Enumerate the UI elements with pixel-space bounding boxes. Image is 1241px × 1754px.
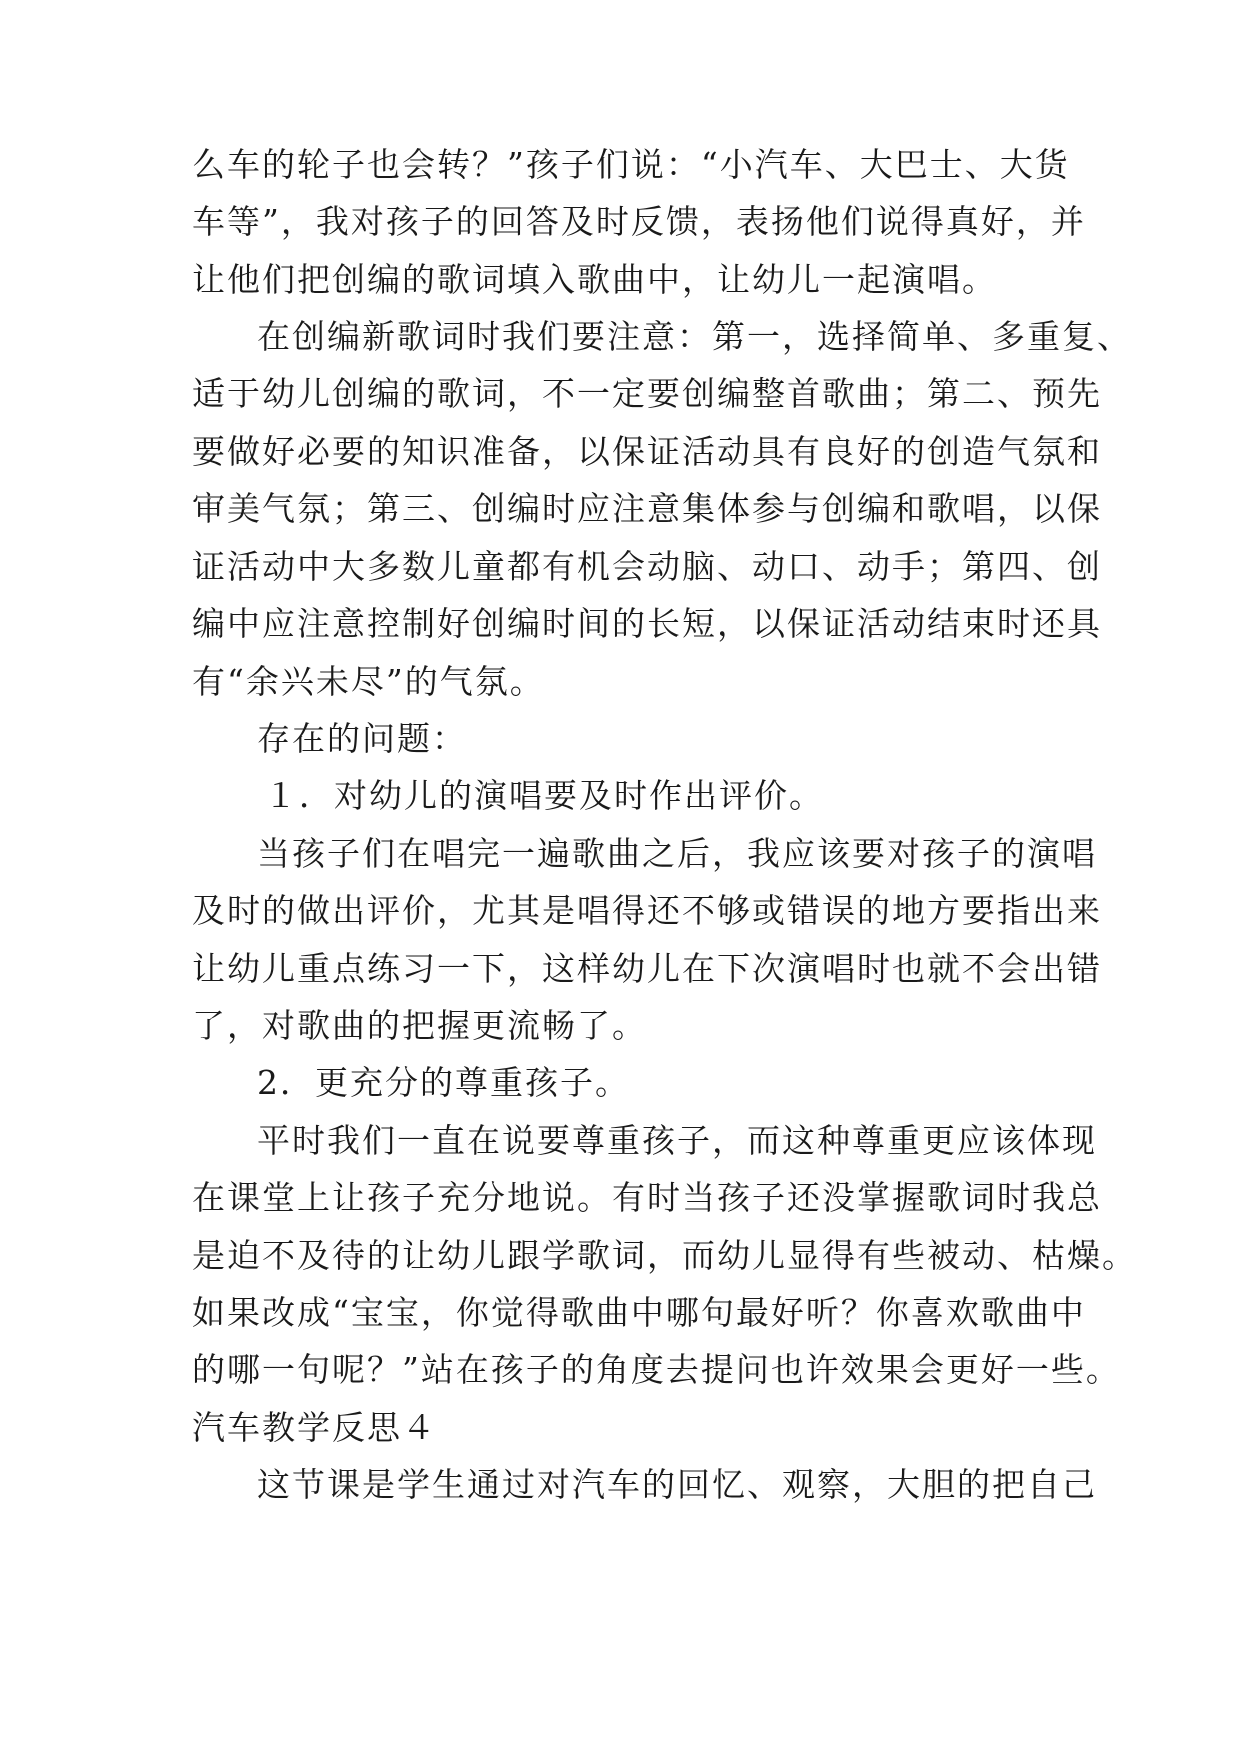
body-line: 及时的做出评价，尤其是唱得还不够或错误的地方要指出来 [192, 891, 1102, 930]
body-line: 要做好必要的知识准备，以保证活动具有良好的创造气氛和 [192, 432, 1102, 471]
body-line: 让他们把创编的歌词填入歌曲中，让幼儿一起演唱。 [192, 260, 997, 299]
paragraph-first-line: 当孩子们在唱完一遍歌曲之后，我应该要对孩子的演唱 [257, 834, 1097, 873]
body-line: 是迫不及待的让幼儿跟学歌词，而幼儿显得有些被动、枯燥。 [192, 1236, 1137, 1275]
list-item-heading: １．对幼儿的演唱要及时作出评价。 [264, 776, 824, 815]
body-line: 适于幼儿创编的歌词，不一定要创编整首歌曲；第二、预先 [192, 374, 1102, 413]
body-line: 么车的轮子也会转？”孩子们说：“小汽车、大巴士、大货 [192, 145, 1070, 184]
body-line: 审美气氛；第三、创编时应注意集体参与创编和歌唱，以保 [192, 489, 1102, 528]
body-line: 车等”，我对孩子的回答及时反馈，表扬他们说得真好，并 [192, 202, 1086, 241]
body-line: 在课堂上让孩子充分地说。有时当孩子还没掌握歌词时我总 [192, 1178, 1102, 1217]
section-heading: 存在的问题： [257, 719, 467, 758]
body-line: 有“余兴未尽”的气氛。 [192, 662, 545, 701]
paragraph-first-line: 平时我们一直在说要尊重孩子，而这种尊重更应该体现 [257, 1121, 1097, 1160]
body-line: 让幼儿重点练习一下，这样幼儿在下次演唱时也就不会出错 [192, 949, 1102, 988]
body-line: 编中应注意控制好创编时间的长短，以保证活动结束时还具 [192, 604, 1102, 643]
list-item-heading: 2．更充分的尊重孩子。 [257, 1063, 630, 1102]
body-line: 了，对歌曲的把握更流畅了。 [192, 1006, 647, 1045]
body-line: 证活动中大多数儿童都有机会动脑、动口、动手；第四、创 [192, 547, 1102, 586]
body-line: 的哪一句呢？”站在孩子的角度去提问也许效果会更好一些。 [192, 1350, 1121, 1389]
body-line: 如果改成“宝宝，你觉得歌曲中哪句最好听？你喜欢歌曲中 [192, 1293, 1086, 1332]
paragraph-first-line: 这节课是学生通过对汽车的回忆、观察，大胆的把自己 [257, 1465, 1097, 1504]
section-title: 汽车教学反思４ [192, 1408, 437, 1447]
paragraph-first-line: 在创编新歌词时我们要注意：第一，选择简单、多重复、 [257, 317, 1132, 356]
